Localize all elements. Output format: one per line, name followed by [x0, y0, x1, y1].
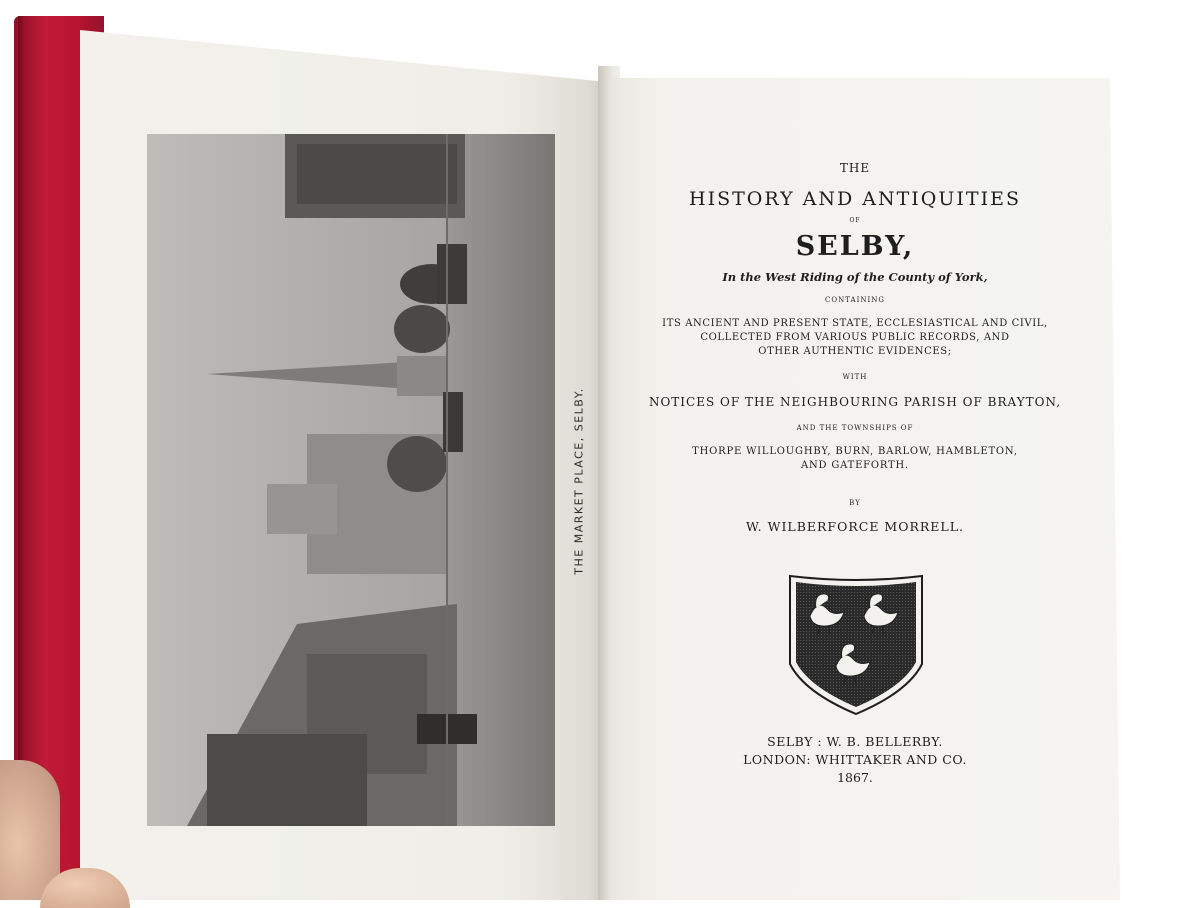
contents-line: COLLECTED FROM VARIOUS PUBLIC RECORDS, AND — [700, 332, 1010, 343]
publisher-line: LONDON: WHITTAKER AND CO. — [743, 752, 967, 767]
containing-label: CONTAINING — [825, 296, 885, 304]
notices-line: NOTICES OF THE NEIGHBOURING PARISH OF BRAYTON, — [648, 395, 1062, 409]
by-label: BY — [849, 499, 861, 507]
title-the: THE — [839, 161, 871, 175]
townships-line: THORPE WILLOUGHBY, BURN, BARLOW, HAMBLETON, — [692, 446, 1018, 457]
coat-of-arms-shield-icon — [788, 574, 924, 716]
subtitle: In the West Riding of the County of York, — [722, 270, 988, 284]
market-place-photograph — [147, 134, 555, 826]
with-label: WITH — [842, 373, 868, 381]
author-name: W. WILBERFORCE MORRELL. — [746, 519, 964, 534]
photo-caption — [572, 387, 586, 575]
main-title: HISTORY AND ANTIQUITIES — [689, 188, 1021, 210]
title-of: OF — [849, 217, 861, 224]
contents-line: ITS ANCIENT AND PRESENT STATE, ECCLESIASTICAL AND CIVIL, — [662, 318, 1048, 329]
contents-line: OTHER AUTHENTIC EVIDENCES; — [758, 346, 952, 357]
publication-year: 1867. — [837, 770, 873, 785]
townships-line: AND GATEFORTH. — [800, 460, 910, 471]
photo-caption-text: THE MARKET PLACE, SELBY. — [572, 387, 586, 575]
place-title: SELBY, — [795, 231, 915, 262]
townships-intro: AND THE TOWNSHIPS OF — [796, 424, 914, 432]
publisher-line: SELBY : W. B. BELLERBY. — [767, 734, 943, 749]
